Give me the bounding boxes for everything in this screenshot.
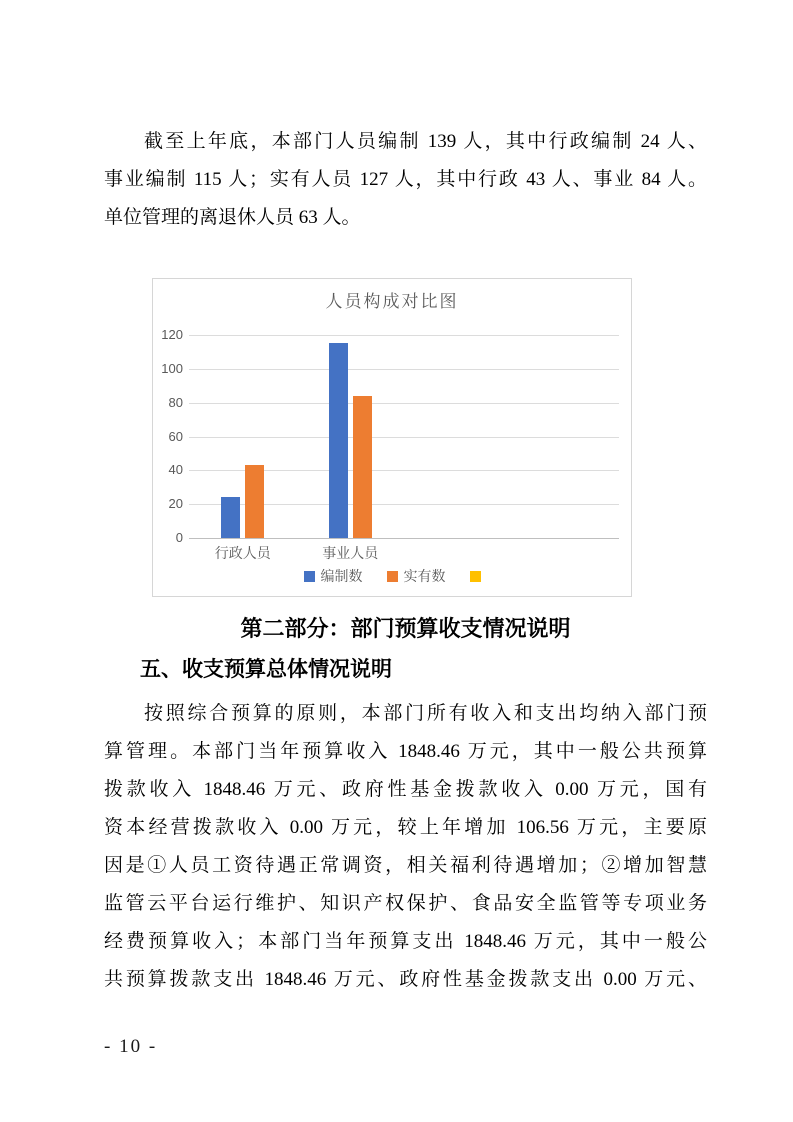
legend-label: 实有数 bbox=[403, 568, 446, 584]
legend-item bbox=[470, 571, 481, 582]
gridline bbox=[189, 538, 619, 539]
bar-实有数-事业人员 bbox=[353, 396, 372, 538]
y-axis-tick-label: 20 bbox=[168, 496, 183, 512]
legend-swatch bbox=[304, 571, 315, 582]
gridline bbox=[189, 403, 619, 404]
bar-编制数-事业人员 bbox=[329, 343, 348, 538]
text-line: 资本经营拨款收入 0.00 万元，较上年增加 106.56 万元，主要原 bbox=[104, 817, 707, 838]
legend-swatch bbox=[470, 571, 481, 582]
text-line: 拨款收入 1848.46 万元、政府性基金拨款收入 0.00 万元，国有 bbox=[104, 779, 707, 800]
chart-legend bbox=[153, 566, 631, 586]
text-line: 按照综合预算的原则，本部门所有收入和支出均纳入部门预 bbox=[144, 703, 707, 724]
text-line: 算管理。本部门当年预算收入 1848.46 万元，其中一般公共预算 bbox=[104, 741, 707, 762]
text-line: 共预算拨款支出 1848.46 万元、政府性基金拨款支出 0.00 万元、 bbox=[104, 969, 707, 990]
y-axis-tick-label: 100 bbox=[161, 360, 183, 376]
category-label: 事业人员 bbox=[322, 545, 379, 561]
text-line: 经费预算收入；本部门当年预算支出 1848.46 万元，其中一般公 bbox=[104, 931, 707, 952]
gridline bbox=[189, 369, 619, 370]
category-label: 行政人员 bbox=[214, 545, 271, 561]
text-line: 单位管理的离退休人员 63 人。 bbox=[104, 207, 361, 228]
legend-label: 编制数 bbox=[320, 568, 363, 584]
bar-实有数-行政人员 bbox=[245, 465, 264, 538]
y-axis-tick-label: 40 bbox=[168, 462, 183, 478]
y-axis-tick-label: 80 bbox=[168, 394, 183, 410]
gridline bbox=[189, 437, 619, 438]
legend-item bbox=[387, 566, 446, 586]
text-line: 截至上年底，本部门人员编制 139 人，其中行政编制 24 人、 bbox=[144, 131, 707, 152]
text-line: 监管云平台运行维护、知识产权保护、食品安全监管等专项业务 bbox=[104, 893, 707, 914]
bar-编制数-行政人员 bbox=[221, 497, 240, 538]
legend-swatch bbox=[387, 571, 398, 582]
chart-title: 人员构成对比图 bbox=[325, 292, 459, 311]
paragraph-personnel bbox=[104, 123, 707, 237]
y-axis-tick-label: 60 bbox=[168, 428, 183, 444]
legend-item bbox=[304, 566, 363, 586]
personnel-bar-chart bbox=[152, 278, 632, 597]
y-axis-tick-label: 120 bbox=[161, 327, 183, 342]
subsection-heading: 五、收支预算总体情况说明 bbox=[140, 658, 392, 681]
text-line: 因是①人员工资待遇正常调资，相关福利待遇增加；②增加智慧 bbox=[104, 855, 707, 876]
section-heading: 第二部分：部门预算收支情况说明 bbox=[240, 616, 571, 641]
page-number: - 10 - bbox=[104, 1036, 158, 1057]
paragraph-budget bbox=[104, 695, 707, 999]
chart-plot-area bbox=[189, 335, 619, 538]
y-axis-tick-label: 0 bbox=[175, 530, 183, 545]
text-line: 事业编制 115 人；实有人员 127 人，其中行政 43 人、事业 84 人。 bbox=[104, 169, 707, 190]
gridline bbox=[189, 335, 619, 336]
